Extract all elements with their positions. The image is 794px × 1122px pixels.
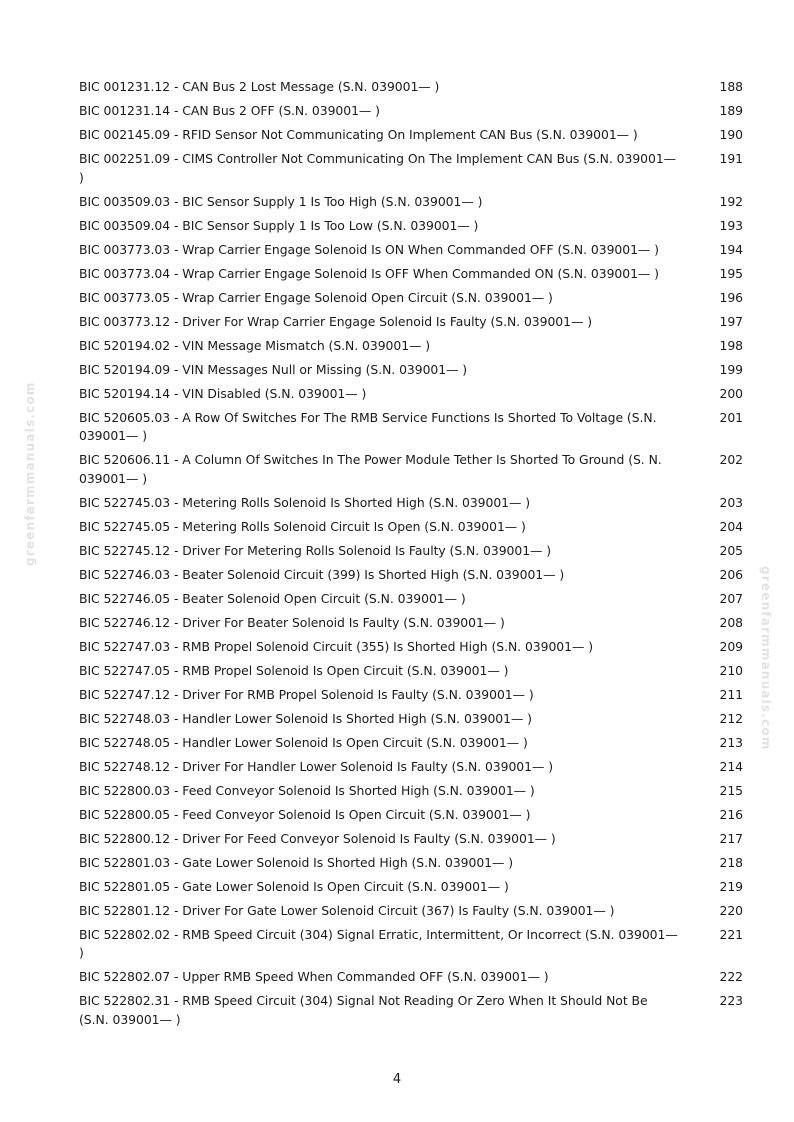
toc-entry-page-number: 214 — [719, 758, 743, 774]
page-number: 4 — [392, 1072, 402, 1087]
toc-entry-title: BIC 522745.12 - Driver For Metering Rolls Solenoid Is Faulty (S.N. 039001— ) — [79, 542, 552, 558]
toc-entry-page-number: 192 — [719, 193, 743, 209]
toc-entry-page-number: 199 — [719, 361, 743, 377]
toc-entry-page-number: 207 — [719, 590, 743, 606]
toc-entry-page-number: 217 — [719, 830, 743, 846]
toc-entry[interactable] — [79, 150, 743, 187]
toc-entry-page-number: 204 — [719, 518, 743, 534]
toc-entry-title: BIC 522800.12 - Driver For Feed Conveyor Solenoid Is Faulty (S.N. 039001— ) — [79, 830, 556, 846]
toc-entry-page-number: 195 — [719, 265, 743, 281]
toc-entry-title: BIC 003509.04 - BIC Sensor Supply 1 Is Too Low (S.N. 039001— ) — [79, 217, 479, 233]
toc-entry-title: BIC 003509.03 - BIC Sensor Supply 1 Is Too High (S.N. 039001— ) — [79, 193, 483, 209]
toc-entry[interactable] — [79, 566, 743, 585]
toc-entry[interactable] — [79, 126, 743, 145]
toc-entry-page-number: 203 — [719, 494, 743, 510]
toc-entry-page-number: 222 — [719, 969, 743, 984]
toc-entry-page-number: 223 — [719, 993, 743, 1008]
toc-entry-page-number: 212 — [719, 710, 743, 726]
toc-entry[interactable] — [79, 638, 743, 657]
toc-entry-title: BIC 002251.09 - CIMS Controller Not Communicating On The Implement CAN Bus (S.N. 039001— ) — [79, 151, 677, 185]
toc-entry[interactable] — [79, 451, 743, 488]
toc-entry-page-number: 194 — [719, 241, 743, 257]
toc-entry[interactable] — [79, 361, 743, 380]
toc-entry-page-number: 190 — [719, 127, 743, 142]
toc-entry-page-number: 193 — [719, 217, 743, 233]
toc-entry[interactable] — [79, 782, 743, 801]
toc-entry[interactable] — [79, 686, 743, 705]
toc-entry-title: BIC 522801.03 - Gate Lower Solenoid Is Shorted High (S.N. 039001— ) — [79, 854, 514, 870]
toc-entry-title: BIC 002145.09 - RFID Sensor Not Communicating On Implement CAN Bus (S.N. 039001— ) — [79, 127, 638, 142]
toc-entry-title: BIC 522747.12 - Driver For RMB Propel Solenoid Is Faulty (S.N. 039001— ) — [79, 686, 534, 702]
toc-entry-page-number: 188 — [719, 79, 743, 94]
toc-entry[interactable] — [79, 878, 743, 897]
toc-entry-page-number: 213 — [719, 734, 743, 750]
toc-entry-title: BIC 001231.12 - CAN Bus 2 Lost Message (S.N. 039001— ) — [79, 79, 440, 94]
toc-entry-page-number: 198 — [719, 337, 743, 353]
toc-entry-title: BIC 522748.12 - Driver For Handler Lower Solenoid Is Faulty (S.N. 039001— ) — [79, 758, 553, 774]
toc-entry-title: BIC 522748.05 - Handler Lower Solenoid Is Open Circuit (S.N. 039001— ) — [79, 734, 528, 750]
toc-entry-page-number: 211 — [719, 686, 743, 702]
toc-entry-title: BIC 003773.04 - Wrap Carrier Engage Solenoid Is OFF When Commanded ON (S.N. 039001— ) — [79, 265, 659, 281]
toc-entry-page-number: 196 — [719, 289, 743, 305]
toc-entry[interactable] — [79, 854, 743, 873]
toc-entry[interactable] — [79, 662, 743, 681]
toc-entry[interactable] — [79, 992, 743, 1029]
toc-entry[interactable] — [79, 289, 743, 308]
toc-entry[interactable] — [79, 78, 743, 97]
toc-entry[interactable] — [79, 385, 743, 404]
toc-entry[interactable] — [79, 265, 743, 284]
toc-entry-title: BIC 003773.05 - Wrap Carrier Engage Solenoid Open Circuit (S.N. 039001— ) — [79, 289, 553, 305]
toc-entry-page-number: 216 — [719, 806, 743, 822]
toc-entry-page-number: 197 — [719, 313, 743, 329]
toc-entry[interactable] — [79, 518, 743, 537]
toc-entry-title: BIC 520194.02 - VIN Message Mismatch (S.N. 039001— ) — [79, 337, 431, 353]
toc-entry[interactable] — [79, 830, 743, 849]
toc-entry-page-number: 189 — [719, 103, 743, 118]
toc-entry-page-number: 201 — [719, 409, 743, 425]
toc-entry-title: BIC 522800.05 - Feed Conveyor Solenoid Is Open Circuit (S.N. 039001— ) — [79, 806, 531, 822]
toc-entry[interactable] — [79, 590, 743, 609]
toc-entry[interactable] — [79, 542, 743, 561]
toc-entry-page-number: 200 — [719, 385, 743, 401]
toc-entry[interactable] — [79, 902, 743, 921]
toc-entry[interactable] — [79, 806, 743, 825]
toc-entry[interactable] — [79, 494, 743, 513]
toc-entry-page-number: 220 — [719, 902, 743, 918]
toc-entry-title: BIC 522745.05 - Metering Rolls Solenoid Circuit Is Open (S.N. 039001— ) — [79, 518, 526, 534]
toc-entry-title: BIC 522802.31 - RMB Speed Circuit (304) Signal Not Reading Or Zero When It Should Not Be (S.N. 039001— ) — [79, 993, 648, 1027]
toc-entry-title: BIC 522802.07 - Upper RMB Speed When Commanded OFF (S.N. 039001— ) — [79, 969, 549, 984]
toc-entry-title: BIC 522801.05 - Gate Lower Solenoid Is Open Circuit (S.N. 039001— ) — [79, 878, 509, 894]
toc-entry[interactable] — [79, 926, 743, 963]
toc-entry-title: BIC 520194.14 - VIN Disabled (S.N. 039001— ) — [79, 385, 367, 401]
toc-entry[interactable] — [79, 409, 743, 446]
toc-entry-title: BIC 522747.05 - RMB Propel Solenoid Is Open Circuit (S.N. 039001— ) — [79, 662, 509, 678]
toc-entry-title: BIC 522746.05 - Beater Solenoid Open Circuit (S.N. 039001— ) — [79, 590, 466, 606]
toc-entry[interactable] — [79, 614, 743, 633]
toc-entry[interactable] — [79, 758, 743, 777]
toc-entry-page-number: 205 — [719, 542, 743, 558]
toc-entry-title: BIC 522748.03 - Handler Lower Solenoid Is Shorted High (S.N. 039001— ) — [79, 710, 532, 726]
toc-entry-page-number: 218 — [719, 854, 743, 870]
toc-entry[interactable] — [79, 241, 743, 260]
toc-entry-title: BIC 522746.03 - Beater Solenoid Circuit (399) Is Shorted High (S.N. 039001— ) — [79, 566, 565, 582]
toc-entry[interactable] — [79, 313, 743, 332]
toc-entry-page-number: 215 — [719, 782, 743, 798]
toc-entry[interactable] — [79, 193, 743, 212]
toc-entry-title: BIC 522747.03 - RMB Propel Solenoid Circuit (355) Is Shorted High (S.N. 039001— ) — [79, 638, 593, 654]
toc-entry-page-number: 219 — [719, 878, 743, 894]
toc-entry-title: BIC 520606.11 - A Column Of Switches In The Power Module Tether Is Shorted To Ground (S. N. 039001— ) — [79, 452, 662, 486]
toc-entry[interactable] — [79, 710, 743, 729]
toc-entry-page-number: 202 — [719, 452, 743, 467]
toc-entry-title: BIC 001231.14 - CAN Bus 2 OFF (S.N. 039001— ) — [79, 103, 380, 118]
toc-entry-page-number: 191 — [719, 151, 743, 166]
toc-entry[interactable] — [79, 337, 743, 356]
toc-entry-page-number: 221 — [719, 926, 743, 942]
toc-entry-title: BIC 520605.03 - A Row Of Switches For The RMB Service Functions Is Shorted To Voltage (S.N. 039001— ) — [79, 409, 657, 443]
toc-entry-title: BIC 522746.12 - Driver For Beater Solenoid Is Faulty (S.N. 039001— ) — [79, 614, 505, 630]
toc-entry-title: BIC 522801.12 - Driver For Gate Lower Solenoid Circuit (367) Is Faulty (S.N. 039001— ) — [79, 902, 615, 918]
table-of-contents — [79, 78, 743, 1035]
toc-entry-page-number: 209 — [719, 638, 743, 654]
toc-entry-title: BIC 003773.12 - Driver For Wrap Carrier Engage Solenoid Is Faulty (S.N. 039001— ) — [79, 313, 592, 329]
toc-entry-page-number: 208 — [719, 614, 743, 630]
toc-entry-page-number: 206 — [719, 566, 743, 582]
toc-entry-title: BIC 003773.03 - Wrap Carrier Engage Solenoid Is ON When Commanded OFF (S.N. 039001— ) — [79, 241, 659, 257]
toc-entry-page-number: 210 — [719, 662, 743, 678]
toc-entry[interactable] — [79, 102, 743, 121]
toc-entry-title: BIC 522800.03 - Feed Conveyor Solenoid Is Shorted High (S.N. 039001— ) — [79, 782, 535, 798]
toc-entry-title: BIC 522745.03 - Metering Rolls Solenoid Is Shorted High (S.N. 039001— ) — [79, 494, 531, 510]
toc-entry[interactable] — [79, 734, 743, 753]
toc-entry[interactable] — [79, 968, 743, 987]
toc-entry-title: BIC 520194.09 - VIN Messages Null or Missing (S.N. 039001— ) — [79, 361, 468, 377]
toc-entry[interactable] — [79, 217, 743, 236]
toc-entry-title: BIC 522802.02 - RMB Speed Circuit (304) Signal Erratic, Intermittent, Or Incorrect (S.N. 039001— ) — [79, 926, 678, 960]
